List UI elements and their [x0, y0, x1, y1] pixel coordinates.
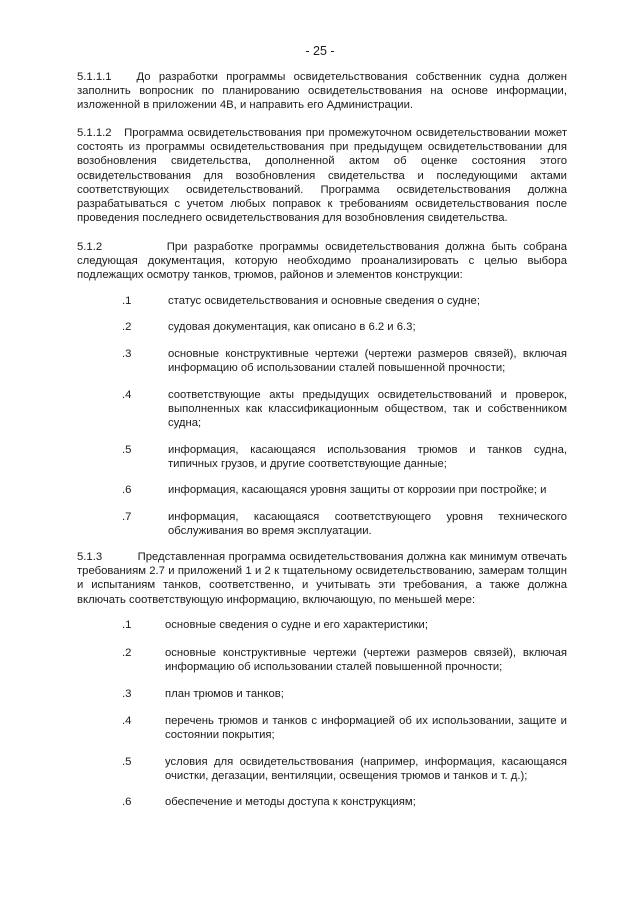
list-item-number: .6 [122, 484, 132, 496]
list-item: информация, касающаяся использования трюмов и танков судна, типичных грузов, и другие соответствующие данные; [168, 444, 567, 471]
list-item-number: .5 [122, 756, 132, 768]
list-item: план трюмов и танков; [165, 688, 284, 700]
list-item: условия для освидетельствования (например, информация, касающаяся очистки, дегазации, вентиляции, освещения трюмов и танков и т. д.); [165, 756, 567, 783]
paragraph-5-1-1-1 [77, 70, 567, 113]
list-item: обеспечение и методы доступа к конструкциям; [165, 796, 416, 808]
list-item: перечень трюмов и танков с информацией об их использовании, защите и состоянии покрытия; [165, 715, 567, 742]
list-item: основные сведения о судне и его характеристики; [165, 619, 428, 631]
list-item-number: .2 [122, 647, 132, 659]
paragraph-5-1-2 [77, 240, 567, 283]
paragraph-number: 5.1.1.1 [77, 71, 112, 83]
paragraph-5-1-3 [77, 550, 567, 607]
list-item-number: .4 [122, 715, 132, 727]
list-item-number: .7 [122, 511, 132, 523]
list-item: информация, касающаяся уровня защиты от коррозии при постройке; и [168, 484, 547, 496]
paragraph-5-1-1-2 [77, 126, 567, 225]
list-item-number: .4 [122, 389, 132, 401]
paragraph-number: 5.1.2 [77, 241, 103, 253]
list-item: соответствующие акты предыдущих освидетельствований и проверок, выполненных как классификационным обществом, так и собственником судна; [168, 389, 567, 430]
list-item: основные конструктивные чертежи (чертежи размеров связей), включая информацию об использовании сталей повышенной прочности; [168, 348, 567, 375]
paragraph-number: 5.1.1.2 [77, 127, 112, 139]
paragraph-text: Представленная программа освидетельствования должна как минимум отвечать требованиям 2.7 и приложений 1 и 2 к тщательному освидетельствованию, замерам толщин и испытаниям танков, соответственно, и учитывать эти требования, а также должна включать соответствующую информацию, включающую, по меньшей мере: [77, 551, 567, 606]
list-item-number: .1 [122, 619, 132, 631]
list-item-number: .1 [122, 295, 132, 307]
page-number: - 25 - [305, 44, 335, 58]
list-item: информация, касающаяся соответствующего уровня технического обслуживания во время эксплуатации. [168, 511, 567, 538]
paragraph-text: Программа освидетельствования при промежуточном освидетельствовании может состоять из программы освидетельствования при предыдущем освидетельствовании для возобновления свидетельства, дополненной актом об оценке состояния этого освидетельствования для возобновления свидетельства и последующими актами соответствующих освидетельствований. Программа освидетельствования должна разрабатываться с учетом любых поправок к требованиям освидетельствования после проведения последнего освидетельствования для возобновления свидетельства. [77, 127, 567, 225]
list-item-number: .5 [122, 444, 132, 456]
list-item: основные конструктивные чертежи (чертежи размеров связей), включая информацию об использовании сталей повышенной прочности; [165, 647, 567, 674]
list-item: судовая документация, как описано в 6.2 и 6.3; [168, 321, 416, 333]
list-item-number: .6 [122, 796, 132, 808]
paragraph-number: 5.1.3 [77, 551, 103, 563]
list-item-number: .3 [122, 348, 132, 360]
list-item-number: .2 [122, 321, 132, 333]
paragraph-text: При разработке программы освидетельствования должна быть собрана следующая документация, которую необходимо проанализировать с целью выбора подлежащих осмотру танков, трюмов, районов и элементов конструкции: [77, 241, 567, 282]
paragraph-text: До разработки программы освидетельствования собственник судна должен заполнить вопросник по планированию освидетельствования на основе информации, изложенной в приложении 4В, и направить его Администрации. [77, 71, 567, 112]
list-item: статус освидетельствования и основные сведения о судне; [168, 295, 480, 307]
list-item-number: .3 [122, 688, 132, 700]
